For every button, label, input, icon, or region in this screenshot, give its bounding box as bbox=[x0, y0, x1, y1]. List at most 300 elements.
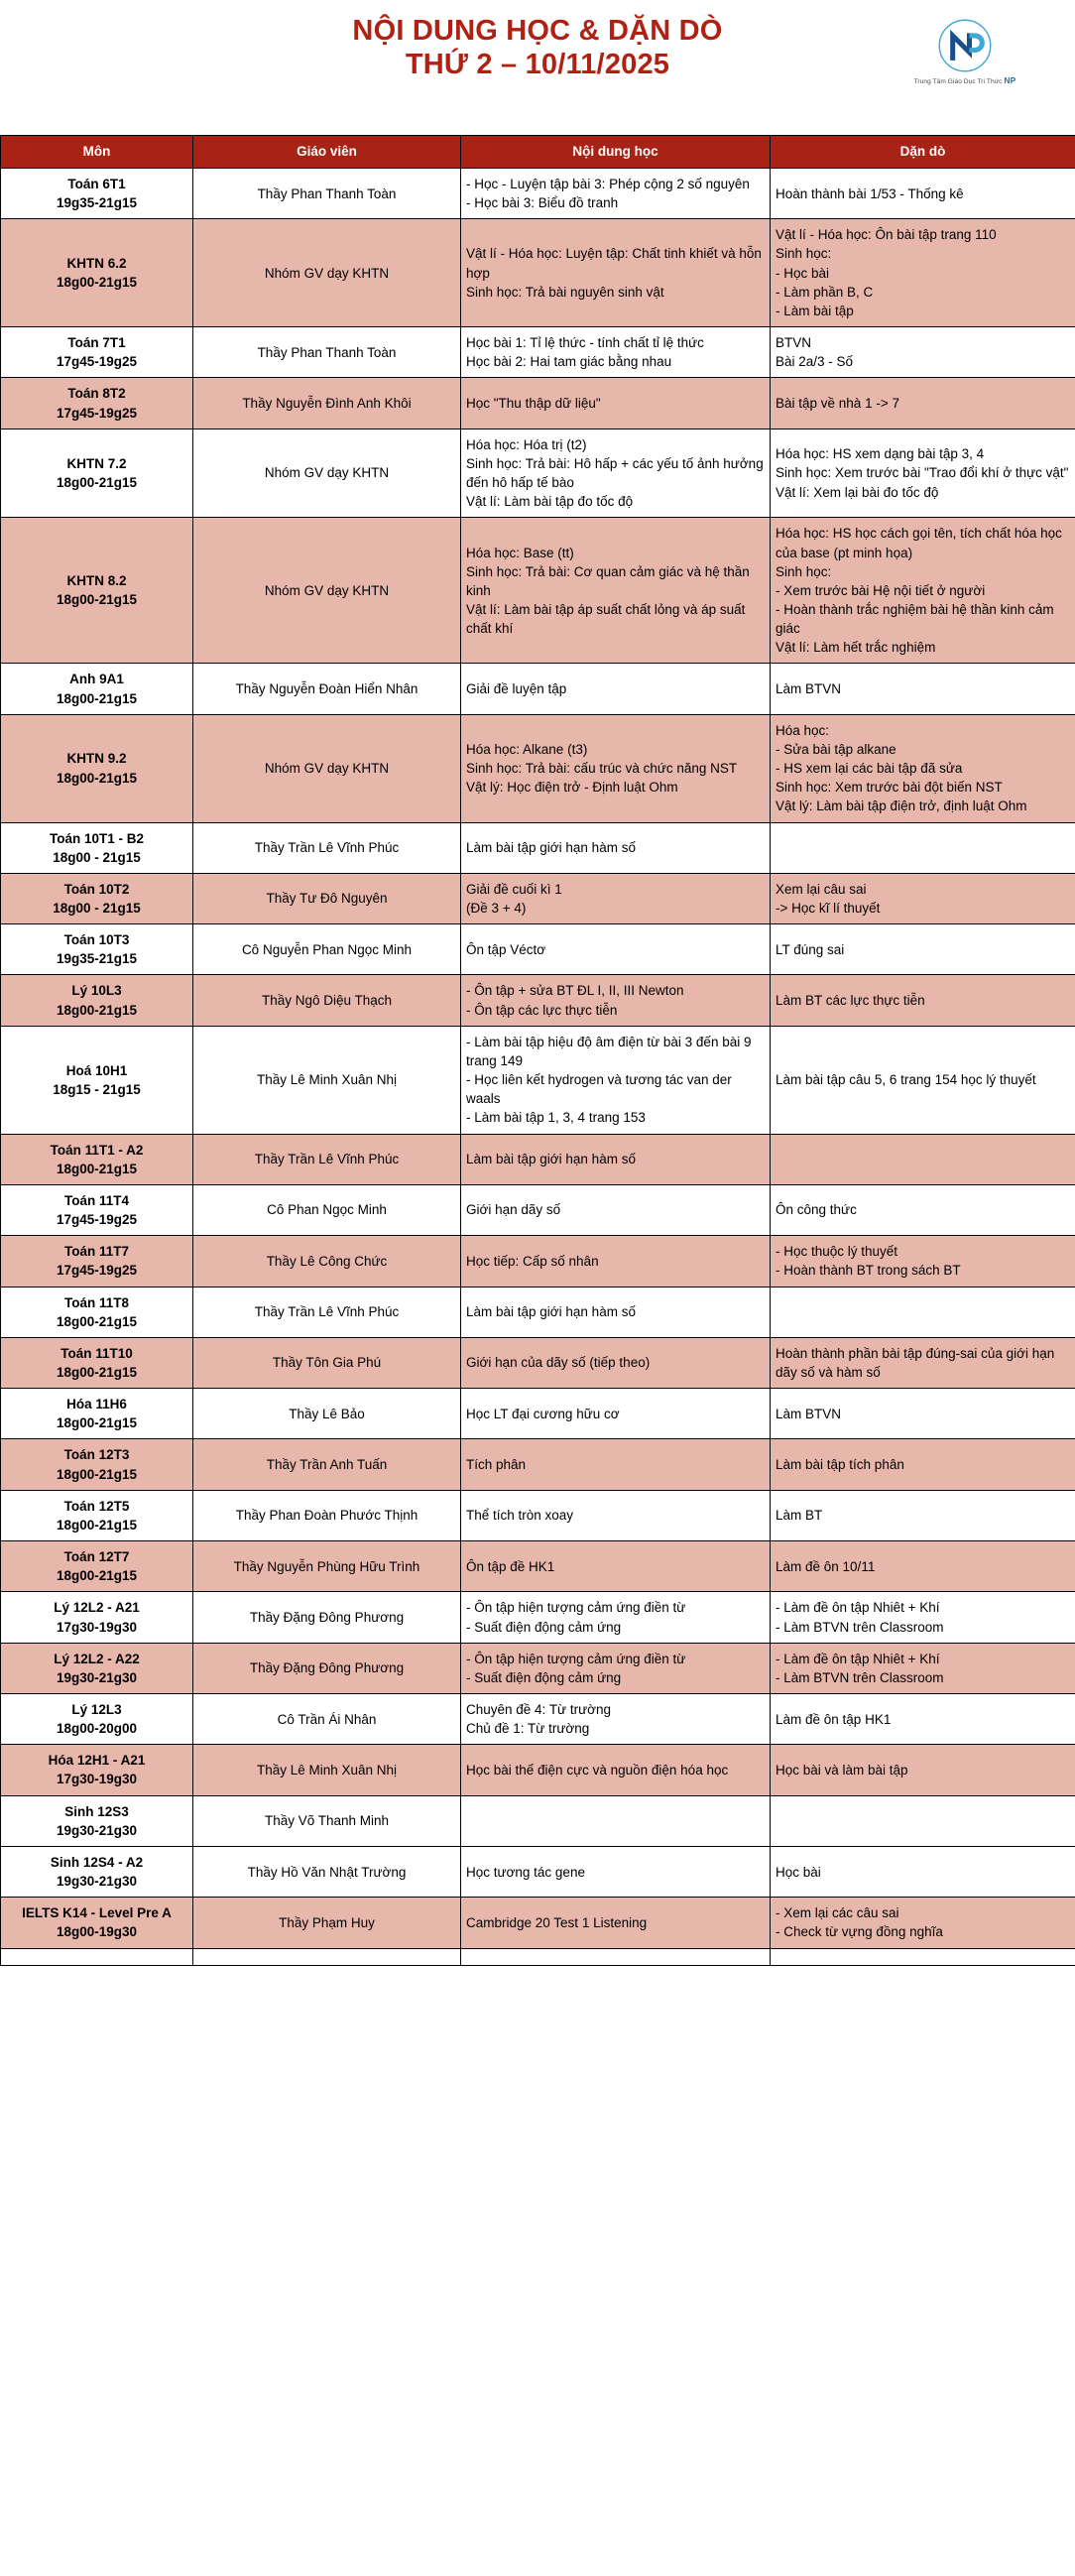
text-line: - Check từ vựng đồng nghĩa bbox=[776, 1924, 943, 1940]
cell-lesson-text bbox=[466, 1302, 766, 1321]
cell-lesson-text bbox=[466, 1353, 766, 1372]
cell-subject bbox=[1, 822, 193, 873]
cell-homework bbox=[771, 1439, 1075, 1490]
text-line: Hóa học: HS học cách gọi tên, tích chất hóa học của base (pt minh họa) bbox=[776, 526, 1066, 560]
cell-teacher bbox=[193, 975, 461, 1026]
page-header bbox=[0, 0, 1075, 135]
text-line: 19g30-21g30 bbox=[56, 1822, 138, 1838]
cell-lesson bbox=[461, 169, 771, 219]
cell-subject-text bbox=[5, 829, 188, 867]
cell-subject bbox=[1, 1337, 193, 1388]
cell-homework-text bbox=[776, 1070, 1071, 1089]
page-title-line-1: NỘI DUNG HỌC & DẶN DÒ bbox=[352, 15, 723, 47]
cell-teacher-text bbox=[198, 940, 455, 959]
text-line: Nhóm GV dạy KHTN bbox=[264, 761, 390, 777]
text-line: 18g00-21g15 bbox=[56, 690, 138, 706]
text-line: Sinh học: Trả bài: Cơ quan cảm giác và hệ thần kinh bbox=[466, 563, 754, 598]
cell-teacher-text bbox=[198, 264, 455, 283]
text-line: 17g30-19g30 bbox=[56, 1772, 138, 1787]
text-line: Hoá 10H1 bbox=[65, 1062, 128, 1078]
table-row bbox=[1, 1184, 1075, 1235]
cell-homework bbox=[771, 429, 1075, 518]
table-row bbox=[1, 924, 1075, 975]
text-line: Vật lí: Làm hết trắc nghiệm bbox=[776, 640, 936, 656]
cell-lesson bbox=[461, 1439, 771, 1490]
table-row bbox=[1, 1541, 1075, 1592]
cell-lesson bbox=[461, 714, 771, 822]
text-line: Thầy Võ Thanh Minh bbox=[264, 1813, 390, 1829]
table-row bbox=[1, 378, 1075, 429]
cell-lesson bbox=[461, 664, 771, 714]
cell-lesson bbox=[461, 378, 771, 429]
cell-subject-text bbox=[5, 254, 188, 292]
text-line: Sinh học: Xem trước bài "Trao đổi khí ở thực vật" bbox=[776, 465, 1069, 481]
table-row bbox=[1, 518, 1075, 664]
cell-lesson-text bbox=[466, 838, 766, 857]
cell-teacher bbox=[193, 1541, 461, 1592]
cell-homework bbox=[771, 664, 1075, 714]
table-row bbox=[1, 664, 1075, 714]
cell-teacher bbox=[193, 378, 461, 429]
cell-teacher bbox=[193, 1745, 461, 1795]
text-line: Thầy Trần Lê Vĩnh Phúc bbox=[254, 1304, 400, 1320]
text-line: KHTN 8.2 bbox=[66, 573, 127, 589]
cell-homework-text bbox=[776, 394, 1071, 413]
cell-teacher bbox=[193, 1389, 461, 1439]
logo-caption-accent: NP bbox=[1004, 75, 1016, 85]
text-line: -> Học kĩ lí thuyết bbox=[776, 901, 881, 916]
text-line: Toán 10T2 bbox=[63, 881, 130, 897]
text-line: 17g45-19g25 bbox=[56, 1263, 138, 1279]
cell-subject bbox=[1, 1389, 193, 1439]
text-line: Sinh 12S3 bbox=[64, 1803, 129, 1819]
cell-subject-text bbox=[5, 1497, 188, 1534]
text-line: 17g45-19g25 bbox=[56, 405, 138, 421]
cell-homework bbox=[771, 219, 1075, 327]
cell-lesson-text bbox=[466, 1200, 766, 1219]
text-line: Vật lý: Làm bài tập điện trở, định luật Ohm bbox=[776, 798, 1027, 814]
text-line: - Ôn tập các lực thực tiễn bbox=[466, 1002, 618, 1018]
table-row bbox=[1, 873, 1075, 923]
cell-teacher-text bbox=[198, 1710, 455, 1729]
column-header-noi-dung: Nội dung học bbox=[461, 136, 771, 169]
text-line: Giải đề luyện tập bbox=[466, 681, 567, 697]
cell-lesson-text bbox=[466, 394, 766, 413]
cell-homework bbox=[771, 873, 1075, 923]
text-line: Toán 12T7 bbox=[63, 1549, 130, 1565]
cell-lesson bbox=[461, 1846, 771, 1897]
text-line: Toán 11T7 bbox=[63, 1244, 130, 1260]
text-line: Hóa học: HS xem dạng bài tập 3, 4 bbox=[776, 446, 985, 462]
text-line: - Suất điện động cảm ứng bbox=[466, 1619, 622, 1635]
cell-subject bbox=[1, 1745, 193, 1795]
text-line: Toán 8T2 bbox=[67, 386, 126, 402]
text-line: Làm bài tập giới hạn hàm số bbox=[466, 1152, 636, 1167]
text-line: 18g00-21g15 bbox=[56, 1466, 138, 1482]
cell-homework bbox=[771, 327, 1075, 378]
cell-subject-text bbox=[5, 1293, 188, 1331]
cell-homework-text bbox=[776, 1761, 1071, 1779]
text-line: Thầy Phạm Huy bbox=[279, 1914, 375, 1930]
cell-subject bbox=[1, 378, 193, 429]
text-line: - Học - Luyện tập bài 3: Phép cộng 2 số nguyên bbox=[466, 177, 750, 191]
cell-homework bbox=[771, 1898, 1075, 1948]
cell-subject-text bbox=[5, 175, 188, 212]
cell-teacher bbox=[193, 873, 461, 923]
text-line: Làm BTVN bbox=[776, 1406, 842, 1421]
text-line: Thầy Lê Công Chức bbox=[266, 1253, 388, 1269]
cell-teacher-text bbox=[198, 1150, 455, 1168]
cell-subject bbox=[1, 1134, 193, 1184]
footer-spacer-row bbox=[1, 1948, 1075, 1965]
cell-lesson bbox=[461, 518, 771, 664]
text-line: 17g30-19g30 bbox=[56, 1619, 138, 1635]
cell-subject-text bbox=[5, 1751, 188, 1788]
cell-lesson-text bbox=[466, 679, 766, 698]
text-line: Vật lí: Xem lại bài đo tốc độ bbox=[776, 484, 939, 500]
text-line: 19g30-21g30 bbox=[56, 1669, 138, 1685]
cell-subject bbox=[1, 169, 193, 219]
text-line: Chuyên đề 4: Từ trường bbox=[466, 1702, 612, 1717]
cell-teacher bbox=[193, 822, 461, 873]
text-line: Vật lí: Làm bài tập áp suất chất lỏng và áp suất chất khí bbox=[466, 601, 750, 637]
cell-lesson-text bbox=[466, 1650, 766, 1687]
table-row bbox=[1, 1236, 1075, 1287]
footer-cell-mon bbox=[1, 1948, 193, 1965]
text-line: Thầy Lê Minh Xuân Nhị bbox=[256, 1762, 398, 1778]
cell-teacher bbox=[193, 1287, 461, 1337]
cell-homework-text bbox=[776, 1405, 1071, 1423]
text-line: Học bài bbox=[776, 1864, 821, 1880]
text-line: Hoàn thành bài 1/53 - Thống kê bbox=[776, 185, 964, 201]
text-line: Làm BT các lực thực tiễn bbox=[776, 993, 925, 1009]
cell-homework bbox=[771, 1337, 1075, 1388]
text-line: - Xem lại các câu sai bbox=[776, 1905, 899, 1921]
text-line: 18g15 - 21g15 bbox=[53, 1081, 141, 1097]
text-line: - Học bài bbox=[776, 265, 830, 281]
text-line: Thể tích tròn xoay bbox=[466, 1508, 574, 1524]
cell-homework-text bbox=[776, 444, 1071, 501]
cell-subject-text bbox=[5, 1700, 188, 1738]
table-row bbox=[1, 822, 1075, 873]
text-line: 18g00-21g15 bbox=[56, 1313, 138, 1329]
cell-subject-text bbox=[5, 1191, 188, 1229]
table-row bbox=[1, 1389, 1075, 1439]
text-line: - HS xem lại các bài tập đã sửa bbox=[776, 761, 963, 777]
text-line: - Làm bài tập hiệu độ âm điện từ bài 3 đến bài 9 trang 149 bbox=[466, 1034, 756, 1068]
cell-lesson bbox=[461, 1287, 771, 1337]
text-line: Thầy Lê Bảo bbox=[289, 1406, 365, 1421]
cell-teacher-text bbox=[198, 679, 455, 698]
text-line: Giới hạn dãy số bbox=[466, 1202, 561, 1218]
cell-subject-text bbox=[5, 981, 188, 1019]
cell-teacher bbox=[193, 1643, 461, 1693]
text-line: LT đúng sai bbox=[776, 941, 845, 957]
table-row bbox=[1, 714, 1075, 822]
cell-subject-text bbox=[5, 1650, 188, 1687]
cell-lesson bbox=[461, 327, 771, 378]
text-line: Hoàn thành phần bài tập đúng-sai của giới hạn dãy số và hàm số bbox=[776, 1345, 1059, 1380]
cell-teacher-text bbox=[198, 1761, 455, 1779]
text-line: Thầy Nguyễn Đình Anh Khôi bbox=[242, 395, 412, 411]
text-line: KHTN 9.2 bbox=[66, 751, 127, 767]
text-line: Học "Thu thập dữ liệu" bbox=[466, 395, 601, 411]
cell-subject bbox=[1, 1287, 193, 1337]
text-line: 18g00-21g15 bbox=[56, 1002, 138, 1018]
np-logo bbox=[906, 18, 1023, 85]
cell-homework-text bbox=[776, 225, 1071, 320]
text-line: 17g45-19g25 bbox=[56, 1212, 138, 1228]
text-line: 18g00-21g15 bbox=[56, 592, 138, 608]
cell-homework-text bbox=[776, 1598, 1071, 1636]
text-line: - Học liên kết hydrogen và tương tác van der waals bbox=[466, 1072, 736, 1107]
cell-teacher-text bbox=[198, 889, 455, 908]
cell-subject bbox=[1, 1026, 193, 1134]
cell-teacher bbox=[193, 1490, 461, 1540]
text-line: Vật lý: Học điện trở - Định luật Ohm bbox=[466, 780, 678, 796]
cell-subject-text bbox=[5, 930, 188, 968]
cell-teacher-text bbox=[198, 1608, 455, 1627]
cell-lesson bbox=[461, 429, 771, 518]
cell-subject-text bbox=[5, 384, 188, 422]
cell-lesson-text bbox=[466, 333, 766, 371]
text-line: 18g00-21g15 bbox=[56, 275, 138, 291]
cell-teacher bbox=[193, 924, 461, 975]
cell-lesson-text bbox=[466, 740, 766, 797]
cell-teacher-text bbox=[198, 991, 455, 1010]
cell-subject-text bbox=[5, 880, 188, 918]
text-line: Học tiếp: Cấp số nhân bbox=[466, 1253, 599, 1269]
cell-teacher-text bbox=[198, 463, 455, 482]
cell-homework-text bbox=[776, 1650, 1071, 1687]
text-line: Thầy Nguyễn Đoàn Hiển Nhân bbox=[235, 681, 418, 697]
cell-lesson-text bbox=[466, 981, 766, 1019]
cell-lesson bbox=[461, 1643, 771, 1693]
cell-lesson bbox=[461, 1795, 771, 1846]
cell-subject bbox=[1, 873, 193, 923]
text-line: 18g00 - 21g15 bbox=[53, 901, 141, 916]
cell-teacher-text bbox=[198, 343, 455, 362]
text-line: - Hoàn thành BT trong sách BT bbox=[776, 1263, 961, 1279]
text-line: Toán 10T1 - B2 bbox=[49, 830, 145, 846]
cell-lesson bbox=[461, 1389, 771, 1439]
text-line: - Làm phần B, C bbox=[776, 284, 874, 300]
text-line: Sinh học: Xem trước bài đột biến NST bbox=[776, 780, 1003, 796]
cell-subject-text bbox=[5, 333, 188, 371]
cell-teacher bbox=[193, 1184, 461, 1235]
cell-subject bbox=[1, 975, 193, 1026]
text-line: Toán 6T1 bbox=[67, 177, 126, 191]
cell-subject-text bbox=[5, 1141, 188, 1178]
table-row bbox=[1, 1898, 1075, 1948]
cell-lesson-text bbox=[466, 1033, 766, 1128]
cell-teacher bbox=[193, 429, 461, 518]
text-line: Chủ đề 1: Từ trường bbox=[466, 1721, 590, 1737]
text-line: - Học thuộc lý thuyết bbox=[776, 1244, 898, 1260]
text-line: Giải đề cuối kì 1 bbox=[466, 881, 562, 897]
cell-homework-text bbox=[776, 184, 1071, 203]
logo-caption-text: Trung Tâm Giáo Dục Tri Thức bbox=[913, 78, 1003, 85]
text-line: Làm bài tập giới hạn hàm số bbox=[466, 1304, 636, 1320]
text-line: - Hoàn thành trắc nghiệm bài hệ thần kinh cảm giác bbox=[776, 601, 1058, 637]
cell-subject bbox=[1, 1846, 193, 1897]
footer-cell-nd bbox=[461, 1948, 771, 1965]
cell-homework bbox=[771, 1236, 1075, 1287]
cell-teacher-text bbox=[198, 838, 455, 857]
cell-homework-text bbox=[776, 333, 1071, 371]
cell-teacher bbox=[193, 518, 461, 664]
footer-cell-gv bbox=[193, 1948, 461, 1965]
text-line: Ôn tập Véctơ bbox=[466, 941, 546, 957]
cell-teacher bbox=[193, 1236, 461, 1287]
cell-homework bbox=[771, 1134, 1075, 1184]
cell-subject bbox=[1, 327, 193, 378]
table-body bbox=[1, 169, 1075, 1949]
cell-homework-text bbox=[776, 524, 1071, 657]
cell-subject bbox=[1, 924, 193, 975]
cell-lesson-text bbox=[466, 1506, 766, 1525]
text-line: Làm bài tập giới hạn hàm số bbox=[466, 840, 636, 856]
text-line: Vật lí - Hóa học: Luyện tập: Chất tinh khiết và hỗn hợp bbox=[466, 246, 766, 281]
cell-teacher bbox=[193, 1592, 461, 1643]
text-line: Toán 11T1 - A2 bbox=[50, 1142, 144, 1158]
text-line: Hóa 11H6 bbox=[66, 1397, 127, 1412]
cell-lesson-text bbox=[466, 1913, 766, 1932]
text-line: Toán 12T5 bbox=[63, 1498, 130, 1514]
text-line: Làm BTVN bbox=[776, 681, 842, 697]
text-line: Thầy Nguyễn Phùng Hữu Trình bbox=[233, 1558, 420, 1574]
footer-cell-dd bbox=[771, 1948, 1075, 1965]
logo-caption bbox=[906, 75, 1023, 85]
table-row bbox=[1, 1745, 1075, 1795]
cell-homework bbox=[771, 1694, 1075, 1745]
cell-lesson-text bbox=[466, 1700, 766, 1738]
text-line: Thầy Trần Lê Vĩnh Phúc bbox=[254, 840, 400, 856]
text-line: - Làm đề ôn tập Nhiêt + Khí bbox=[776, 1651, 940, 1666]
page-title-line-2: THỨ 2 – 10/11/2025 bbox=[405, 49, 670, 81]
cell-homework bbox=[771, 822, 1075, 873]
text-line: 18g00-21g15 bbox=[56, 770, 138, 786]
cell-subject bbox=[1, 1236, 193, 1287]
text-line: Thầy Trần Lê Vĩnh Phúc bbox=[254, 1152, 400, 1167]
cell-subject bbox=[1, 1490, 193, 1540]
cell-lesson bbox=[461, 975, 771, 1026]
text-line: Hóa học: Alkane (t3) bbox=[466, 741, 588, 757]
cell-lesson bbox=[461, 1134, 771, 1184]
cell-lesson-text bbox=[466, 435, 766, 512]
cell-lesson bbox=[461, 1337, 771, 1388]
cell-homework bbox=[771, 1745, 1075, 1795]
text-line: - Sửa bài tập alkane bbox=[776, 741, 896, 757]
cell-teacher bbox=[193, 1898, 461, 1948]
text-line: - Làm bài tập bbox=[776, 303, 854, 318]
cell-homework-text bbox=[776, 1455, 1071, 1474]
text-line: Sinh học: Trả bài: Hô hấp + các yếu tố ảnh hưởng đến hô hấp tế bào bbox=[466, 455, 768, 491]
cell-teacher-text bbox=[198, 394, 455, 413]
text-line: KHTN 7.2 bbox=[66, 455, 127, 471]
cell-lesson-text bbox=[466, 940, 766, 959]
text-line: BTVN bbox=[776, 335, 812, 351]
cell-lesson-text bbox=[466, 244, 766, 301]
text-line: Học bài 1: Tỉ lệ thức - tính chất tỉ lệ thức bbox=[466, 335, 704, 351]
text-line: Học bài và làm bài tập bbox=[776, 1762, 908, 1778]
text-line: Sinh học: bbox=[776, 563, 832, 579]
text-line: 18g00 - 21g15 bbox=[53, 849, 141, 865]
cell-teacher-text bbox=[198, 1302, 455, 1321]
text-line: Thầy Phan Thanh Toàn bbox=[257, 344, 397, 360]
text-line: Học bài 2: Hai tam giác bằng nhau bbox=[466, 354, 672, 370]
text-line: Cô Trần Ái Nhân bbox=[277, 1711, 377, 1727]
cell-homework-text bbox=[776, 1710, 1071, 1729]
text-line: Vật lí - Hóa học: Ôn bài tập trang 110 bbox=[776, 227, 997, 243]
table-row bbox=[1, 1439, 1075, 1490]
cell-subject-text bbox=[5, 1445, 188, 1483]
cell-homework-text bbox=[776, 940, 1071, 959]
table-row bbox=[1, 1026, 1075, 1134]
cell-teacher-text bbox=[198, 1863, 455, 1882]
text-line: Lý 12L3 bbox=[71, 1702, 122, 1717]
text-line: 18g00-19g30 bbox=[56, 1924, 138, 1940]
cell-teacher bbox=[193, 714, 461, 822]
cell-subject-text bbox=[5, 1547, 188, 1585]
cell-lesson-text bbox=[466, 1252, 766, 1271]
cell-homework-text bbox=[776, 1557, 1071, 1576]
cell-lesson-text bbox=[466, 175, 766, 212]
cell-teacher bbox=[193, 169, 461, 219]
column-header-mon: Môn bbox=[1, 136, 193, 169]
text-line: 18g00-21g15 bbox=[56, 1415, 138, 1431]
cell-homework-text bbox=[776, 1863, 1071, 1882]
text-line: 18g00-21g15 bbox=[56, 1568, 138, 1584]
text-line: Học bài thế điện cực và nguồn điện hóa học bbox=[466, 1762, 729, 1778]
cell-subject bbox=[1, 1643, 193, 1693]
table-row bbox=[1, 1643, 1075, 1693]
text-line: Hóa học: Hóa trị (t2) bbox=[466, 436, 587, 452]
text-line: Hóa học: Base (tt) bbox=[466, 545, 574, 560]
cell-homework-text bbox=[776, 721, 1071, 816]
cell-lesson bbox=[461, 1541, 771, 1592]
text-line: Toán 11T10 bbox=[60, 1345, 133, 1361]
table-header bbox=[1, 136, 1075, 169]
cell-subject bbox=[1, 714, 193, 822]
text-line: Giới hạn của dãy số (tiếp theo) bbox=[466, 1355, 651, 1371]
cell-teacher bbox=[193, 1439, 461, 1490]
text-line: Sinh học: Trả bài nguyên sinh vật bbox=[466, 284, 664, 300]
text-line: Lý 12L2 - A21 bbox=[54, 1600, 140, 1616]
cell-subject-text bbox=[5, 1903, 188, 1941]
cell-lesson bbox=[461, 1490, 771, 1540]
text-line: Nhóm GV dạy KHTN bbox=[264, 582, 390, 598]
cell-homework-text bbox=[776, 1903, 1071, 1941]
cell-teacher-text bbox=[198, 1405, 455, 1423]
cell-teacher-text bbox=[198, 1455, 455, 1474]
cell-subject bbox=[1, 664, 193, 714]
text-line: Sinh học: bbox=[776, 246, 832, 262]
cell-subject bbox=[1, 1541, 193, 1592]
text-line: - Học bài 3: Biểu đồ tranh bbox=[466, 195, 619, 211]
cell-subject-text bbox=[5, 670, 188, 707]
text-line: Tích phân bbox=[466, 1457, 527, 1473]
cell-subject-text bbox=[5, 749, 188, 787]
cell-teacher-text bbox=[198, 1506, 455, 1525]
cell-subject bbox=[1, 1184, 193, 1235]
text-line: Nhóm GV dạy KHTN bbox=[264, 465, 390, 481]
text-line: - Làm bài tập 1, 3, 4 trang 153 bbox=[466, 1110, 646, 1126]
header-row bbox=[1, 136, 1075, 169]
text-line: 19g30-21g30 bbox=[56, 1874, 138, 1890]
cell-teacher-text bbox=[198, 1070, 455, 1089]
cell-teacher-text bbox=[198, 1200, 455, 1219]
